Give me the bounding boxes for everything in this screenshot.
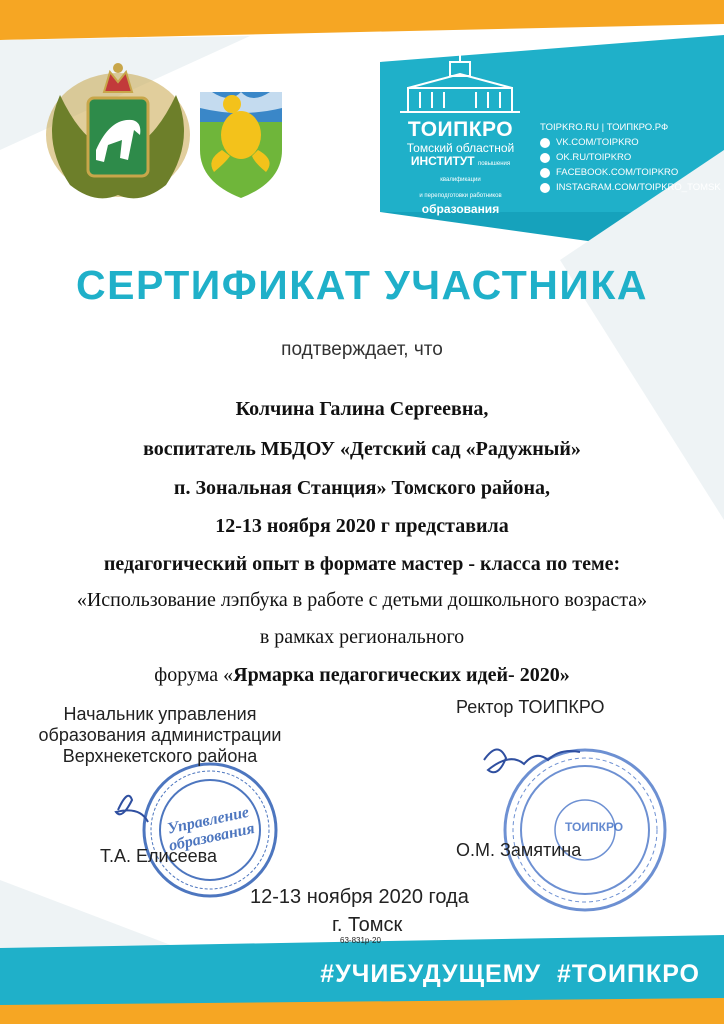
brand-line2-small: повышения квалификации	[440, 161, 511, 183]
left-signature-icon	[116, 796, 148, 822]
footer-hashtags: #УЧИБУДУЩЕМУ #ТОИПКРО	[320, 960, 700, 988]
vk-icon	[540, 138, 550, 148]
brand-line2: ИНСТИТУТ	[410, 154, 475, 168]
issue-city: г. Томск	[332, 914, 403, 936]
contact-sites-text: TOIPKRO.RU | ТОИПКРО.РФ	[540, 122, 669, 133]
contact-instagram: INSTAGRAM.COM/TOIPKRO_TOMSK	[556, 182, 721, 193]
format-line: педагогический опыт в формате мастер - класса по теме:	[103, 553, 621, 575]
left-signatory-name: Т.А. Елисеева	[100, 846, 217, 866]
contact-facebook: FACEBOOK.COM/TOIPKRO	[556, 167, 679, 178]
top-orange-band	[0, 0, 724, 40]
facebook-icon	[540, 168, 550, 178]
right-signatory-name: О.М. Замятина	[456, 840, 582, 860]
topic-line: «Использование лэпбука в работе с детьми дошкольного возраста»	[76, 589, 648, 611]
contact-vk: VK.COM/TOIPKRO	[556, 137, 639, 148]
brand-line3-small: и переподготовки работников	[419, 193, 502, 199]
forum-line	[0, 664, 724, 687]
header-contacts	[540, 120, 721, 195]
certificate-title: СЕРТИФИКАТ УЧАСТНИКА	[75, 262, 648, 308]
participant-position: воспитатель МБДОУ «Детский сад «Радужный»	[143, 438, 581, 460]
confirms-text: подтверждает, что	[281, 339, 443, 360]
toipkro-brand	[398, 118, 523, 216]
contact-sites	[540, 120, 721, 135]
brand-line3: образования	[421, 202, 500, 216]
forum-prefix: форума «	[154, 664, 234, 686]
contact-ok: OK.RU/TOIPKRO	[556, 152, 632, 163]
brand-name: ТОИПКРО	[407, 118, 514, 141]
ok-icon	[540, 153, 550, 163]
forum-name: Ярмарка педагогических идей- 2020»	[233, 664, 570, 686]
brand-line1: Томский областной	[406, 141, 515, 155]
right-signatory-title: Ректор ТОИПКРО	[456, 697, 605, 717]
right-stamp-text: ТОИПКРО	[565, 820, 624, 834]
event-dates: 12-13 ноября 2020 г представила	[215, 515, 509, 537]
left-signatory-title: Начальник управления образования администрации Верхнекетского района	[38, 704, 282, 766]
participant-location: п. Зональная Станция» Томского района,	[173, 477, 551, 499]
registration-number: 63-831р-20	[340, 936, 381, 945]
regional-line: в рамках регионального	[259, 626, 465, 648]
issue-date: 12-13 ноября 2020 года	[250, 886, 469, 908]
instagram-icon	[540, 183, 550, 193]
participant-name: Колчина Галина Сергеевна,	[235, 398, 489, 420]
left-stamp-text: Управление образования	[165, 803, 257, 855]
district-emblem-icon	[200, 92, 282, 198]
